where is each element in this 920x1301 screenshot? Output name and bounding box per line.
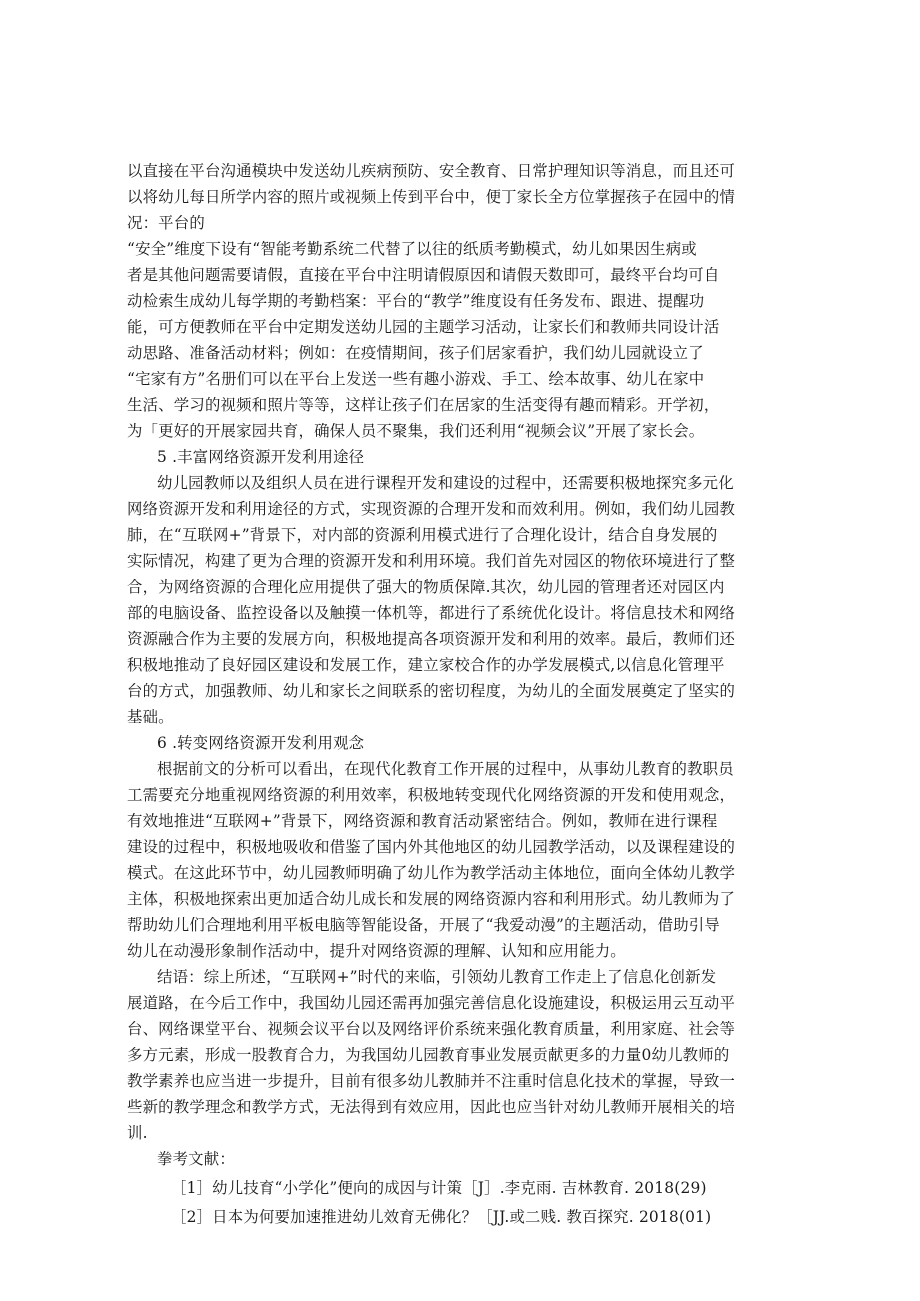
section-heading-5: 5 .丰富网络资源开发利用途径 xyxy=(157,448,365,466)
text-line: 合，为网络资源的合理化应用提供了强大的物质保障.其次，幼儿园的管理者还对园区内 xyxy=(127,578,725,596)
text-line: 台、网络课堂平台、视频会议平台以及网络评价系统来强化教育质量，利用家庭、社会等 xyxy=(127,1020,736,1038)
text-line: “安全”维度下设有“智能考勤系统二代替了以往的纸质考勤模式，幼儿如果因生病或 xyxy=(127,240,697,258)
text-line: 以将幼儿每日所学内容的照片或视频上传到平台中，便丁家长全方位掌握孩子在园中的情 xyxy=(127,188,736,206)
section-heading-6: 6 .转变网络资源开发利用观念 xyxy=(157,734,365,752)
text-line: 肺，在“互联网+”背景下，对内部的资源利用模式进行了合理化设计，结合自身发展的 xyxy=(127,526,718,544)
document-body xyxy=(127,158,797,1230)
conclusion-paragraph: 结语：综上所述，“互联网+”时代的来临，引领幼儿教育工作走上了信息化创新发 xyxy=(157,968,717,986)
text-line: 展道路，在今后工作中，我国幼儿园还需再加强完善信息化设施建设，积极运用云互动平 xyxy=(127,994,736,1012)
text-line: 主体，积极地探索出更加适合幼儿成长和发展的网络资源内容和利用形式。幼儿教师为了 xyxy=(127,890,736,908)
text-line: 资源融合作为主要的发展方向，积极地提高各项资源开发和利用的效率。最后，教师们还 xyxy=(127,630,736,648)
text-line: 实际情况，构建了更为合理的资源开发和利用环境。我们首先对园区的物依环境进行了整 xyxy=(127,552,736,570)
text-line: 者是其他问题需要请假，直接在平台中注明请假原因和请假天数即可，最终平台均可自 xyxy=(127,266,720,284)
text-line: 况：平台的 xyxy=(127,214,205,232)
reference-item-2: ［2］日本为何要加速推进幼儿效育无佛化？［JJ.或二贱. 教百探究. 2018(01) xyxy=(171,1208,712,1226)
text-line: 教学素养也应当进一步提升，目前有很多幼儿教肺并不注重时信息化技术的掌握，导致一 xyxy=(127,1072,736,1090)
text-line: 生活、学习的视频和照片等等，这样让孩子们在居家的生活变得有趣而精彩。开学初， xyxy=(127,396,720,414)
text-line: 有效地推进“互联网+”背景下，网络资源和教育活动紧密结合。例如，教师在进行课程 xyxy=(127,812,718,830)
text-line: 多方元素，形成一股教育合力，为我国幼儿园教育事业发展贡献更多的力量0幼儿教师的 xyxy=(127,1046,730,1064)
text-line: 训. xyxy=(127,1124,148,1142)
text-line: 积极地推动了良好园区建设和发展工作，建立家校合作的办学发展模式,以信息化管理平 xyxy=(127,656,725,674)
text-line: 幼儿在动漫形象制作活动中，提升对网络资源的理解、认知和应用能力。 xyxy=(127,942,626,960)
reference-item-1: ［1］幼儿技育“小学化”便向的成因与计策［J］.李克雨. 吉林教育. 2018(29) xyxy=(171,1179,707,1197)
text-line: 幼儿园教师以及组织人员在进行课程开发和建设的过程中，还需要积极地探究多元化 xyxy=(157,474,734,492)
text-line: 根据前文的分析可以看出，在现代化教育工作开展的过程中，从事幼儿教育的教职员 xyxy=(157,760,734,778)
text-line: 为「更好的开展家园共育，确保人员不聚集，我们还利用“视频会议”开展了家长会。 xyxy=(127,422,705,440)
text-line: 建设的过程中，积极地吸收和借鉴了国内外其他地区的幼儿园教学活动，以及课程建设的 xyxy=(127,838,736,856)
text-line: 模式。在这此环节中，幼儿园教师明确了幼儿作为教学活动主体地位，面向全体幼儿教学 xyxy=(127,864,736,882)
text-line: 帮助幼儿们合理地利用平板电脑等智能设备，开展了“我爱动漫”的主题活动，借助引导 xyxy=(127,916,720,934)
text-line: 能，可方便教师在平台中定期发送幼儿园的主题学习活动，让家长们和教师共同设计活 xyxy=(127,318,720,336)
text-line: “宅家有方”名册们可以在平台上发送一些有趣小游戏、手工、绘本故事、幼儿在家中 xyxy=(127,370,705,388)
references-heading: 拳考文献： xyxy=(157,1150,235,1168)
text-line: 动思路、准备活动材料；例如：在疫情期间，孩子们居家看护，我们幼儿园就设立了 xyxy=(127,344,704,362)
text-line: 动检索生成幼儿每学期的考勤档案：平台的“教学”维度设有任务发布、跟进、提醒功 xyxy=(127,292,705,310)
text-line: 基础。 xyxy=(127,708,174,726)
text-line: 工需要充分地重视网络资源的利用效率，积极地转变现代化网络资源的开发和使用观念， xyxy=(127,786,736,804)
text-line: 些新的教学理念和教学方式，无法得到有效应用，因此也应当针对幼儿教师开展相关的培 xyxy=(127,1098,736,1116)
text-line: 以直接在平台沟通模块中发送幼儿疾病预防、安全教育、日常护理知识等消息，而且还可 xyxy=(127,162,736,180)
text-line: 台的方式，加强教师、幼儿和家长之间联系的密切程度，为幼儿的全面发展奠定了坚实的 xyxy=(127,682,736,700)
text-line: 网络资源开发和利用途径的方式，实现资源的合理开发和而效利用。例如，我们幼儿园教 xyxy=(127,500,736,518)
text-line: 部的电脑设备、监控设备以及触摸一体机等，都进行了系统优化设计。将信息技术和网络 xyxy=(127,604,736,622)
